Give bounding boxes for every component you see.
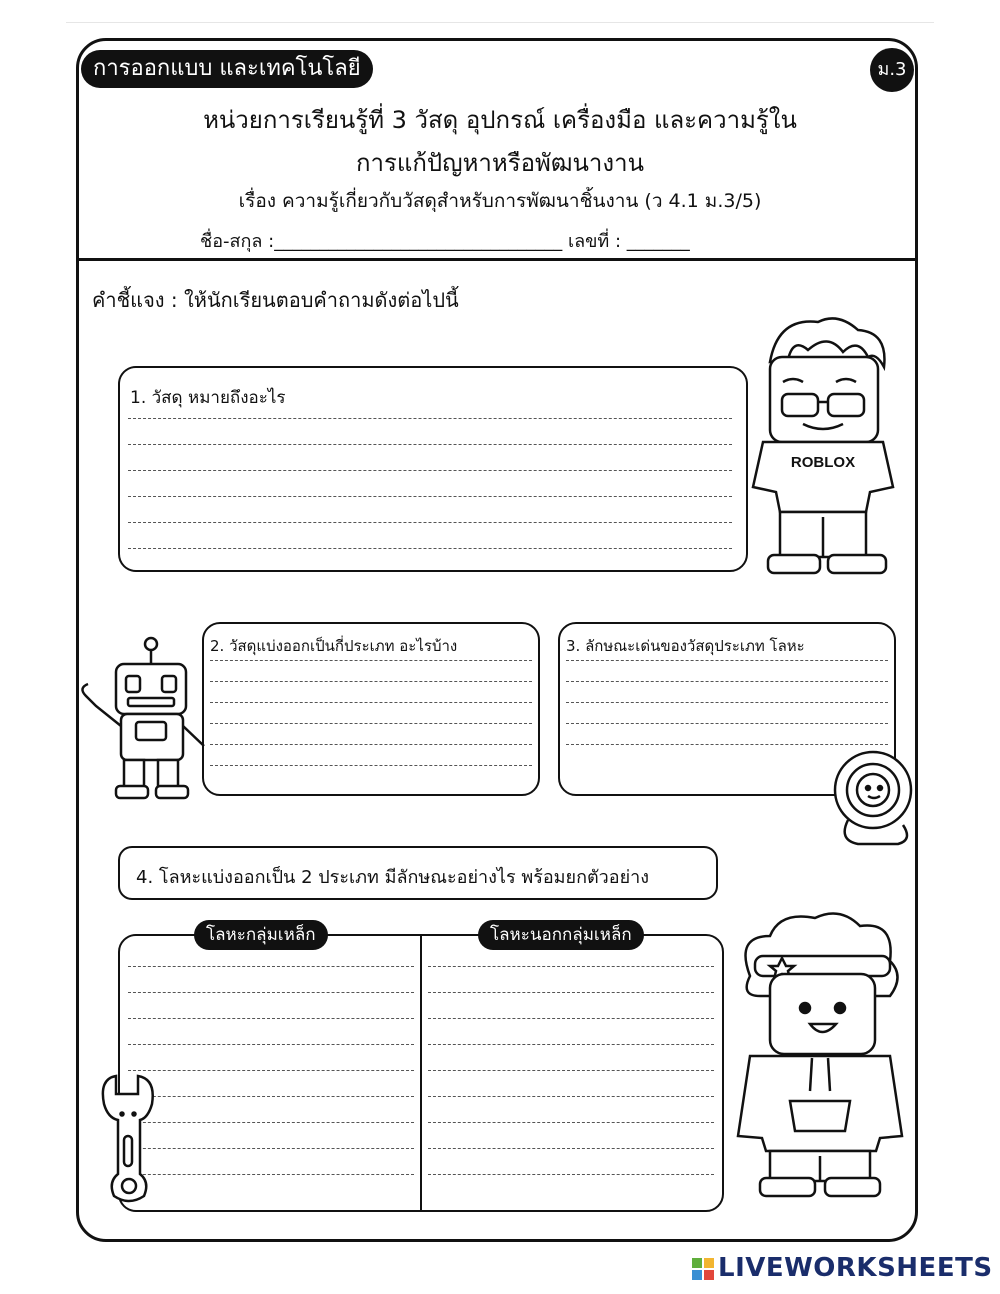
answer-line[interactable] bbox=[210, 702, 532, 703]
answer-line[interactable] bbox=[128, 1070, 414, 1071]
answer-line[interactable] bbox=[128, 992, 414, 993]
answer-line[interactable] bbox=[128, 470, 732, 471]
name-number-field[interactable]: ชื่อ-สกุล :________________________________ เลขที่ : _______ bbox=[200, 231, 690, 252]
grade-badge: ม.3 bbox=[870, 48, 914, 92]
answer-line[interactable] bbox=[210, 681, 532, 682]
answer-line[interactable] bbox=[210, 723, 532, 724]
mascot-sunglasses-icon bbox=[748, 312, 898, 582]
answer-line[interactable] bbox=[128, 1148, 414, 1149]
mascot-shirt-text: ROBLOX bbox=[790, 454, 856, 471]
answer-line[interactable] bbox=[128, 444, 732, 445]
answer-line[interactable] bbox=[428, 1148, 714, 1149]
non-ferrous-metal-header: โลหะนอกกลุ่มเหล็ก bbox=[478, 920, 644, 950]
answer-line[interactable] bbox=[128, 418, 732, 419]
answer-line[interactable] bbox=[128, 1044, 414, 1045]
answer-line[interactable] bbox=[428, 1174, 714, 1175]
ferrous-metal-header: โลหะกลุ่มเหล็ก bbox=[194, 920, 328, 950]
answer-line[interactable] bbox=[428, 1018, 714, 1019]
answer-line[interactable] bbox=[428, 966, 714, 967]
question-2-text: 2. วัสดุแบ่งออกเป็นกี่ประเภท อะไรบ้าง bbox=[210, 637, 458, 655]
answer-line[interactable] bbox=[128, 496, 732, 497]
liveworksheets-brand[interactable]: LIVEWORKSHEETS bbox=[718, 1253, 993, 1283]
mascot-headband-icon bbox=[730, 906, 910, 1206]
answer-line[interactable] bbox=[428, 1070, 714, 1071]
subject-label: การออกแบบ และเทคโนโลยี bbox=[81, 50, 373, 88]
answer-line[interactable] bbox=[210, 765, 532, 766]
answer-line[interactable] bbox=[428, 1096, 714, 1097]
top-rule bbox=[66, 22, 934, 23]
answer-line[interactable] bbox=[128, 966, 414, 967]
answer-line[interactable] bbox=[566, 702, 888, 703]
unit-title-line2: การแก้ปัญหาหรือพัฒนางาน bbox=[356, 149, 644, 177]
question-1-text: 1. วัสดุ หมายถึงอะไร bbox=[130, 388, 286, 408]
answer-line[interactable] bbox=[428, 1044, 714, 1045]
wrench-icon bbox=[94, 1074, 164, 1204]
unit-title-line1: หน่วยการเรียนรู้ที่ 3 วัสดุ อุปกรณ์ เครื่องมือ และความรู้ใน bbox=[203, 106, 797, 134]
answer-line[interactable] bbox=[210, 660, 532, 661]
answer-line[interactable] bbox=[128, 1122, 414, 1123]
answer-line[interactable] bbox=[128, 548, 732, 549]
answer-line[interactable] bbox=[128, 1174, 414, 1175]
question-4-text: 4. โลหะแบ่งออกเป็น 2 ประเภท มีลักษณะอย่างไร พร้อมยกตัวอย่าง bbox=[136, 867, 650, 888]
answer-line[interactable] bbox=[128, 1018, 414, 1019]
instruction-text: คำชี้แจง : ให้นักเรียนตอบคำถามดังต่อไปนี้ bbox=[92, 288, 459, 312]
answer-line[interactable] bbox=[566, 681, 888, 682]
answer-line[interactable] bbox=[566, 723, 888, 724]
question-3-text: 3. ลักษณะเด่นของวัสดุประเภท โลหะ bbox=[566, 637, 805, 655]
answer-line[interactable] bbox=[428, 992, 714, 993]
answer-line[interactable] bbox=[128, 522, 732, 523]
topic-line: เรื่อง ความรู้เกี่ยวกับวัสดุสำหรับการพัฒนาชิ้นงาน (ว 4.1 ม.3/5) bbox=[238, 190, 762, 212]
table-column-divider bbox=[420, 934, 422, 1212]
answer-line[interactable] bbox=[428, 1122, 714, 1123]
snail-shell-icon bbox=[828, 740, 918, 850]
answer-line[interactable] bbox=[128, 1096, 414, 1097]
liveworksheets-logo-icon bbox=[692, 1258, 714, 1280]
header-divider bbox=[79, 258, 917, 261]
answer-line[interactable] bbox=[210, 744, 532, 745]
answer-line[interactable] bbox=[566, 660, 888, 661]
robot-icon bbox=[76, 636, 216, 806]
